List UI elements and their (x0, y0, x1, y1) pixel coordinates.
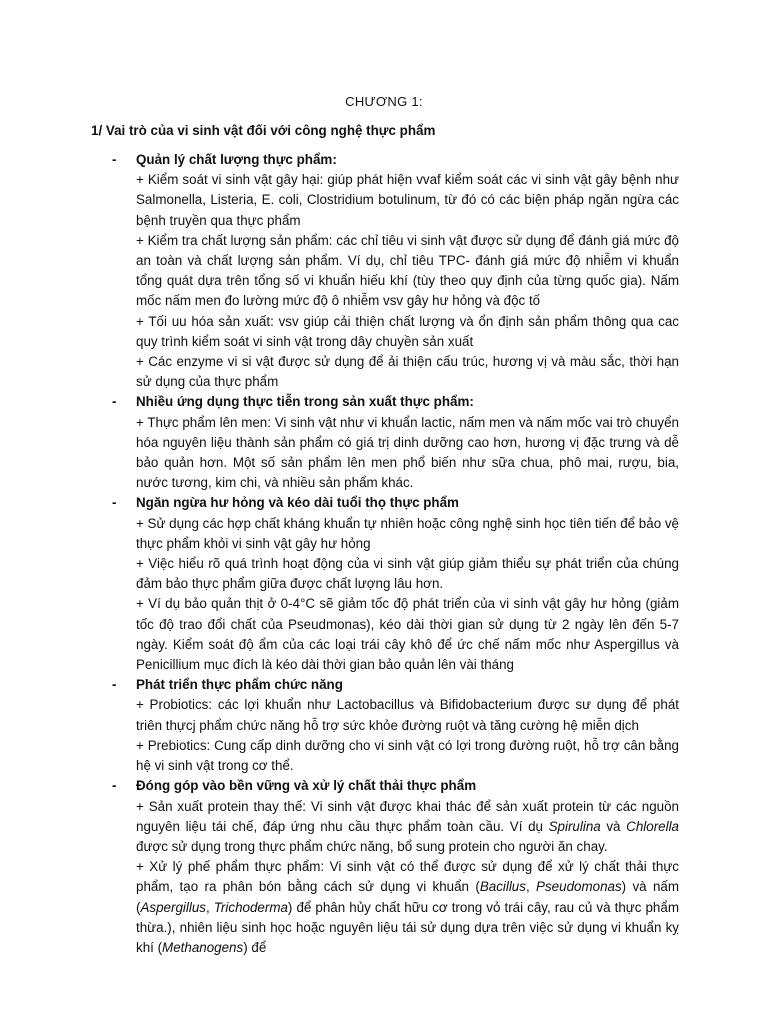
paragraph: + Kiểm tra chất lượng sản phẩm: các chỉ tiêu vi sinh vật được sử dụng để đánh giá mức độ an toàn và chất lượng sản phẩm. Ví dụ, chỉ tiêu TPC- đánh giá mức độ nhiễm vi khuẩn tổng quát dựa trên tổng số vi khuẩn hiếu khí (tùy theo quy định của từng quốc gia). Nấm mốc nấm men đo lường mức độ ô nhiễm vsv gây hư hỏng và độc tố (136, 232, 679, 309)
paragraph: + Probiotics: các lợi khuẩn như Lactobacillus và Bifidobacterium được sư dụng để phát triên thựcj phẩm chức năng hỗ trợ sức khỏe đường ruột và tăng cường hệ miễn dịch (136, 697, 679, 733)
paragraph: + Sử dụng các hợp chất kháng khuẩn tự nhiên hoặc công nghệ sinh học tiên tiến để bảo vệ thực phẩm khỏi vi sinh vật gây hư hỏng (136, 515, 680, 551)
bullet-title: Nhiều ứng dụng thực tiễn trong sản xuất thực phẩm: (136, 394, 474, 410)
bullet-title: Ngăn ngừa hư hỏng và kéo dài tuổi thọ thực phẩm (136, 495, 459, 511)
paragraph: + Ví dụ bảo quản thịt ở 0-4°C sẽ giảm tốc độ phát triển của vi sinh vật gây hư hỏng (giảm tốc độ trao đổi chất của Pseudmonas), kéo dài thời gian sử dụng từ 2 ngày lên đến 5-7 ngày. Kiểm soát độ ẩm của các loại trái cây khô để ức chế nấm mốc như Aspergillus và Penicillium mục đích là kéo dài thời gian bảo quản lên vài tháng (136, 596, 679, 673)
paragraph: + Thực phẩm lên men: Vi sinh vật như vi khuẩn lactic, nấm men và nấm mốc vai trò chuyển hóa nguyên liệu thành sản phẩm có giá trị dinh dưỡng cao hơn, hương vị đặc trưng và dễ bảo quản hơn. Một số sản phẩm lên men phổ biến như sữa chua, phô mai, rượu, bia, nước tương, kim chi, và nhiều sản phẩm khác. (136, 414, 679, 491)
paragraph: + Prebiotics: Cung cấp dinh dưỡng cho vi sinh vật có lợi trong đường ruột, hỗ trợ cân bằng hệ vi sinh vật trong cơ thể. (136, 737, 679, 774)
paragraph: + Các enzyme vi si vật được sử dụng để ải thiện cấu trúc, hương vị và màu sắc, thời hạn sử dụng của thực phẩm (136, 354, 679, 390)
bullet-section (0, 776, 768, 958)
bullet-dash: - (112, 394, 117, 410)
bullet-title: Quản lý chất lượng thực phẩm: (136, 152, 337, 167)
bullet-dash: - (112, 495, 117, 511)
paragraph: + Việc hiểu rõ quá trình hoạt động của vi sinh vật giúp giảm thiểu sự phát triển của chúng đảm bảo thực phẩm giữa được chất lượng lâu hơn. (136, 556, 679, 592)
bullet-dash: - (112, 152, 117, 167)
chapter-title: CHƯƠNG 1: (345, 94, 423, 109)
bullet-dash: - (112, 778, 117, 794)
bullet-dash: - (112, 677, 117, 693)
paragraph: + Sản xuất protein thay thế: Vi sinh vật được khai thác để sản xuất protein từ các nguồn nguyên liệu tái chế, đáp ứng nhu cầu thực phẩm toàn cầu. Ví dụ Spirulina và Chlorella được sử dụng trong thực phẩm chức năng, bổ sung protein cho người ăn chay. (136, 798, 679, 854)
bullet-section (0, 392, 768, 493)
paragraph: + Xử lý phế phẩm thực phẩm: Vi sinh vật có thể được sử dụng để xử lý chất thải thực phẩm, tạo ra phân bón bằng cách sử dụng vi khuẩn (Bacillus, Pseudomonas) và nấm (Aspergillus, Trichoderma) để phân hủy chất hữu cơ trong vỏ trái cây, rau củ và thực phẩm thừa.), nhiên liệu sinh học hoặc nguyên liệu tái sử dụng dựa trên việc sử dụng vi khuẩn kỵ khí (Methanogens) để (136, 859, 679, 955)
bullet-section (0, 150, 768, 392)
bullet-title: Phát triển thực phẩm chức năng (136, 677, 343, 693)
bullet-section (0, 493, 768, 675)
document-body (0, 150, 768, 958)
section-heading: 1/ Vai trò của vi sinh vật đối với công nghệ thực phẩm (91, 123, 436, 138)
bullet-title: Đóng góp vào bền vững và xử lý chất thải thực phẩm (136, 778, 477, 794)
bullet-section (0, 675, 768, 776)
paragraph: + Tối uu hóa sản xuất: vsv giúp cải thiện chất lượng và ổn định sản phẩm thông qua cac quy trình kiểm soát vi sinh vật trong dây chuyền sản xuất (136, 313, 679, 349)
paragraph: + Kiểm soát vi sinh vật gây hại: giúp phát hiện vvaf kiểm soát các vi sinh vật gây bệnh như Salmonella, Listeria, E. coli, Clostridium botulinum, từ đó có các biện pháp ngăn ngừa các bệnh truyền qua thực phẩm (136, 172, 679, 228)
